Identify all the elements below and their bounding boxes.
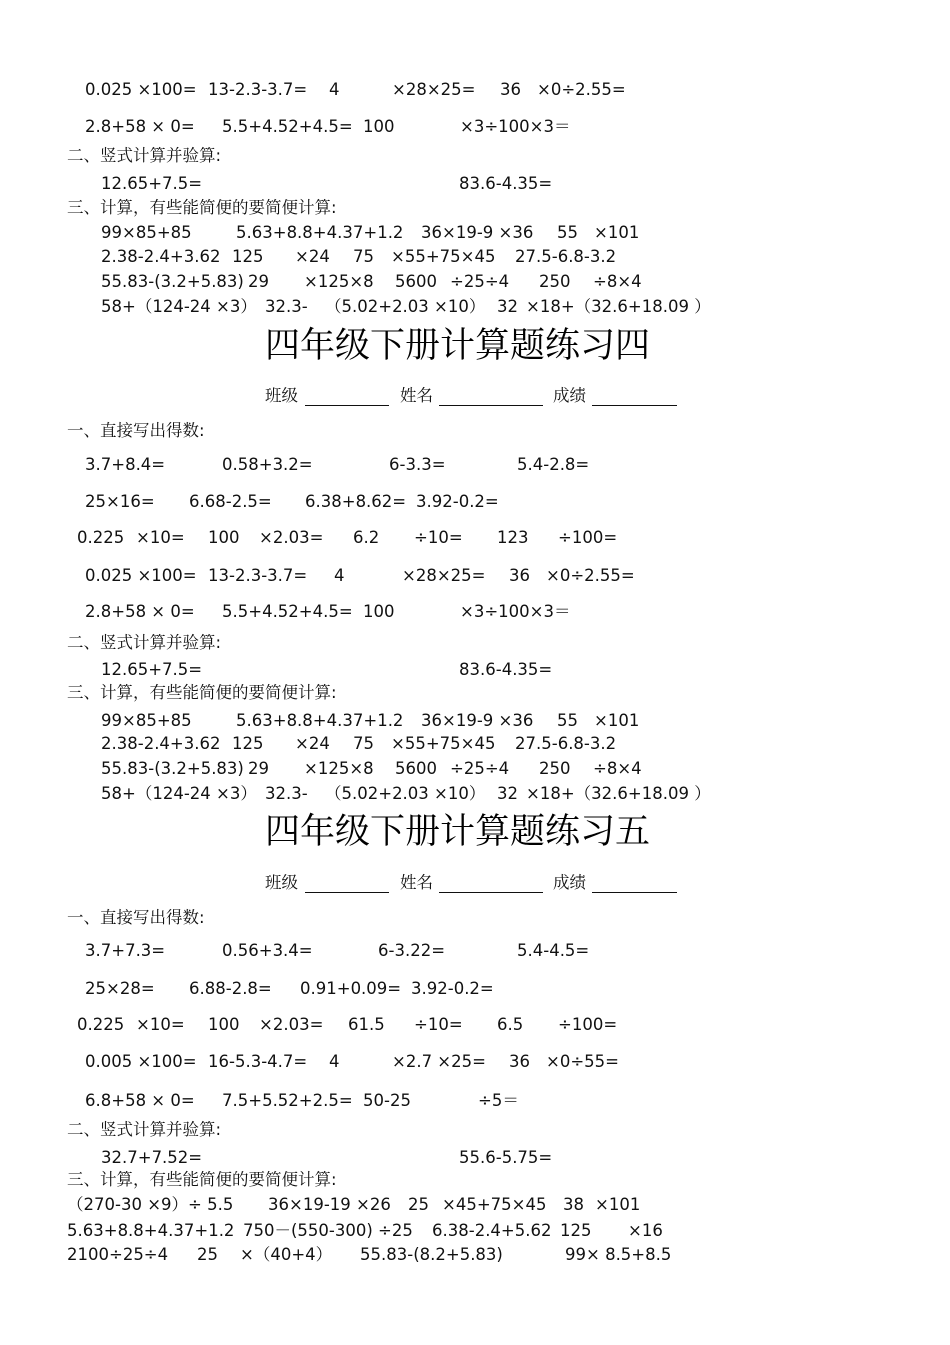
problem: 4 bbox=[334, 566, 345, 585]
problem: ×28×25= bbox=[402, 566, 486, 585]
problem: ÷5＝ bbox=[478, 1091, 519, 1110]
problem: 32.3- bbox=[265, 297, 308, 316]
problem: 6-3.22= bbox=[378, 941, 446, 960]
problem: 25 bbox=[197, 1245, 218, 1264]
problem: ×55+75×45 bbox=[391, 247, 496, 266]
problem: 36×19-19 ×26 bbox=[268, 1195, 391, 1214]
problem: 58+（124-24 ×3） bbox=[101, 297, 257, 316]
problem: 750－(550-300) ÷25 bbox=[243, 1221, 413, 1240]
section-title: 三、计算，有些能简便的要简便计算: bbox=[67, 1170, 337, 1189]
problem: 55.83-(3.2+5.83) bbox=[101, 272, 244, 291]
score-blank bbox=[592, 892, 677, 893]
class-blank bbox=[305, 892, 389, 893]
problem: ×18+（32.6+18.09 ） bbox=[526, 784, 711, 803]
problem: 99×85+85 bbox=[101, 223, 192, 242]
problem: 6.38+8.62= bbox=[305, 492, 407, 511]
problem: ×3÷100×3＝ bbox=[460, 117, 571, 136]
problem: 5.5+4.52+4.5= bbox=[222, 602, 353, 621]
score-label: 成绩 bbox=[553, 873, 586, 892]
section-title: 二、竖式计算并验算: bbox=[67, 146, 222, 165]
name-label: 姓名 bbox=[400, 873, 433, 892]
page-title: 四年级下册计算题练习四 bbox=[265, 326, 651, 366]
problem: 29 bbox=[248, 272, 269, 291]
problem: ×3÷100×3＝ bbox=[460, 602, 571, 621]
problem: 83.6-4.35= bbox=[459, 174, 553, 193]
problem: 36×19-9 ×36 bbox=[421, 711, 534, 730]
problem: 100 bbox=[208, 528, 240, 547]
problem: ÷8×4 bbox=[593, 759, 642, 778]
problem: ×101 bbox=[594, 223, 640, 242]
problem: 3.7+7.3= bbox=[85, 941, 166, 960]
problem: 61.5 bbox=[348, 1015, 385, 1034]
problem: 25 bbox=[408, 1195, 429, 1214]
problem: 25×28= bbox=[85, 979, 155, 998]
problem: 125 bbox=[232, 247, 264, 266]
problem: 123 bbox=[497, 528, 529, 547]
problem: 250 bbox=[539, 272, 571, 291]
problem: 100 bbox=[363, 602, 395, 621]
problem: 3.7+8.4= bbox=[85, 455, 166, 474]
problem: 5.63+8.8+4.37+1.2 bbox=[67, 1221, 235, 1240]
problem: 38 bbox=[563, 1195, 584, 1214]
problem: 75 bbox=[353, 734, 374, 753]
problem: 2.38-2.4+3.62 bbox=[101, 247, 221, 266]
problem: 100 bbox=[363, 117, 395, 136]
problem: 36 bbox=[509, 566, 530, 585]
problem: 27.5-6.8-3.2 bbox=[515, 734, 617, 753]
class-label: 班级 bbox=[265, 386, 298, 405]
section-title: 一、直接写出得数: bbox=[67, 421, 205, 440]
name-label: 姓名 bbox=[400, 386, 433, 405]
problem: 99×85+85 bbox=[101, 711, 192, 730]
problem: ÷100= bbox=[558, 1015, 618, 1034]
problem: （5.02+2.03 ×10） bbox=[325, 784, 486, 803]
problem: ×2.7 ×25= bbox=[392, 1052, 486, 1071]
problem: 5.63+8.8+4.37+1.2 bbox=[236, 711, 404, 730]
section-title: 三、计算，有些能简便的要简便计算: bbox=[67, 198, 337, 217]
problem: ÷25÷4 bbox=[450, 272, 510, 291]
problem: ÷25÷4 bbox=[450, 759, 510, 778]
problem: 6.8+58 × 0= bbox=[85, 1091, 195, 1110]
problem: 0.91+0.09= bbox=[300, 979, 402, 998]
problem: 12.65+7.5= bbox=[101, 174, 203, 193]
problem: ×125×8 bbox=[304, 272, 374, 291]
problem: 55.83-(8.2+5.83) bbox=[360, 1245, 503, 1264]
problem: 13-2.3-3.7= bbox=[208, 80, 308, 99]
problem: ×2.03= bbox=[259, 1015, 324, 1034]
section-title: 一、直接写出得数: bbox=[67, 908, 205, 927]
section-title: 三、计算，有些能简便的要简便计算: bbox=[67, 683, 337, 702]
problem: 27.5-6.8-3.2 bbox=[515, 247, 617, 266]
problem: ×10= bbox=[136, 1015, 185, 1034]
problem: 7.5+5.52+2.5= bbox=[222, 1091, 353, 1110]
problem: 0.025 ×100= bbox=[85, 566, 197, 585]
problem: 6.88-2.8= bbox=[189, 979, 272, 998]
problem: 2.8+58 × 0= bbox=[85, 117, 195, 136]
page-title: 四年级下册计算题练习五 bbox=[265, 812, 651, 852]
problem: 32 bbox=[497, 297, 518, 316]
problem: ×16 bbox=[628, 1221, 663, 1240]
problem: 0.56+3.4= bbox=[222, 941, 313, 960]
problem: （270-30 ×9）÷ 5.5 bbox=[67, 1195, 234, 1214]
problem: 55.6-5.75= bbox=[459, 1148, 553, 1167]
problem: 13-2.3-3.7= bbox=[208, 566, 308, 585]
problem: 4 bbox=[329, 80, 340, 99]
problem: 3.92-0.2= bbox=[411, 979, 494, 998]
problem: 75 bbox=[353, 247, 374, 266]
name-blank bbox=[439, 892, 543, 893]
problem: 5600 bbox=[395, 759, 437, 778]
problem: ÷8×4 bbox=[593, 272, 642, 291]
problem: ×24 bbox=[295, 734, 330, 753]
problem: 6.38-2.4+5.62 bbox=[432, 1221, 552, 1240]
problem: 5.4-4.5= bbox=[517, 941, 590, 960]
problem: ×125×8 bbox=[304, 759, 374, 778]
problem: 0.225 bbox=[77, 528, 125, 547]
problem: 83.6-4.35= bbox=[459, 660, 553, 679]
problem: 2.38-2.4+3.62 bbox=[101, 734, 221, 753]
problem: 36 bbox=[500, 80, 521, 99]
problem: ×（40+4） bbox=[240, 1245, 333, 1264]
problem: 6.68-2.5= bbox=[189, 492, 272, 511]
problem: 32.7+7.52= bbox=[101, 1148, 203, 1167]
problem: ×0÷2.55= bbox=[546, 566, 635, 585]
problem: ×45+75×45 bbox=[442, 1195, 547, 1214]
problem: 6-3.3= bbox=[389, 455, 446, 474]
class-label: 班级 bbox=[265, 873, 298, 892]
problem: 125 bbox=[232, 734, 264, 753]
problem: ÷10= bbox=[414, 1015, 463, 1034]
problem: 5.4-2.8= bbox=[517, 455, 590, 474]
problem: 55 bbox=[557, 711, 578, 730]
problem: ×28×25= bbox=[392, 80, 476, 99]
problem: 36×19-9 ×36 bbox=[421, 223, 534, 242]
problem: 36 bbox=[509, 1052, 530, 1071]
problem: 3.92-0.2= bbox=[416, 492, 499, 511]
problem: 55 bbox=[557, 223, 578, 242]
problem: 125 bbox=[560, 1221, 592, 1240]
problem: 25×16= bbox=[85, 492, 155, 511]
problem: ×101 bbox=[595, 1195, 641, 1214]
problem: ×0÷55= bbox=[546, 1052, 619, 1071]
problem: 0.005 ×100= bbox=[85, 1052, 197, 1071]
problem: 32 bbox=[497, 784, 518, 803]
problem: 0.225 bbox=[77, 1015, 125, 1034]
problem: ×24 bbox=[295, 247, 330, 266]
problem: ÷100= bbox=[558, 528, 618, 547]
section-title: 二、竖式计算并验算: bbox=[67, 633, 222, 652]
problem: 6.5 bbox=[497, 1015, 524, 1034]
problem: 2.8+58 × 0= bbox=[85, 602, 195, 621]
problem: ×10= bbox=[136, 528, 185, 547]
score-blank bbox=[592, 405, 677, 406]
score-label: 成绩 bbox=[553, 386, 586, 405]
problem: 0.58+3.2= bbox=[222, 455, 313, 474]
problem: ×2.03= bbox=[259, 528, 324, 547]
problem: 5.5+4.52+4.5= bbox=[222, 117, 353, 136]
problem: 99× 8.5+8.5 bbox=[565, 1245, 672, 1264]
problem: 16-5.3-4.7= bbox=[208, 1052, 308, 1071]
problem: ×18+（32.6+18.09 ） bbox=[526, 297, 711, 316]
problem: 0.025 ×100= bbox=[85, 80, 197, 99]
problem: 6.2 bbox=[353, 528, 380, 547]
problem: 12.65+7.5= bbox=[101, 660, 203, 679]
problem: （5.02+2.03 ×10） bbox=[325, 297, 486, 316]
problem: 2100÷25÷4 bbox=[67, 1245, 169, 1264]
problem: 29 bbox=[248, 759, 269, 778]
problem: ×101 bbox=[594, 711, 640, 730]
name-blank bbox=[439, 405, 543, 406]
problem: ×0÷2.55= bbox=[537, 80, 626, 99]
problem: 5.63+8.8+4.37+1.2 bbox=[236, 223, 404, 242]
class-blank bbox=[305, 405, 389, 406]
problem: 32.3- bbox=[265, 784, 308, 803]
problem: 100 bbox=[208, 1015, 240, 1034]
section-title: 二、竖式计算并验算: bbox=[67, 1120, 222, 1139]
problem: 4 bbox=[329, 1052, 340, 1071]
problem: 55.83-(3.2+5.83) bbox=[101, 759, 244, 778]
problem: 5600 bbox=[395, 272, 437, 291]
problem: 50-25 bbox=[363, 1091, 411, 1110]
problem: 250 bbox=[539, 759, 571, 778]
problem: ÷10= bbox=[414, 528, 463, 547]
problem: 58+（124-24 ×3） bbox=[101, 784, 257, 803]
problem: ×55+75×45 bbox=[391, 734, 496, 753]
